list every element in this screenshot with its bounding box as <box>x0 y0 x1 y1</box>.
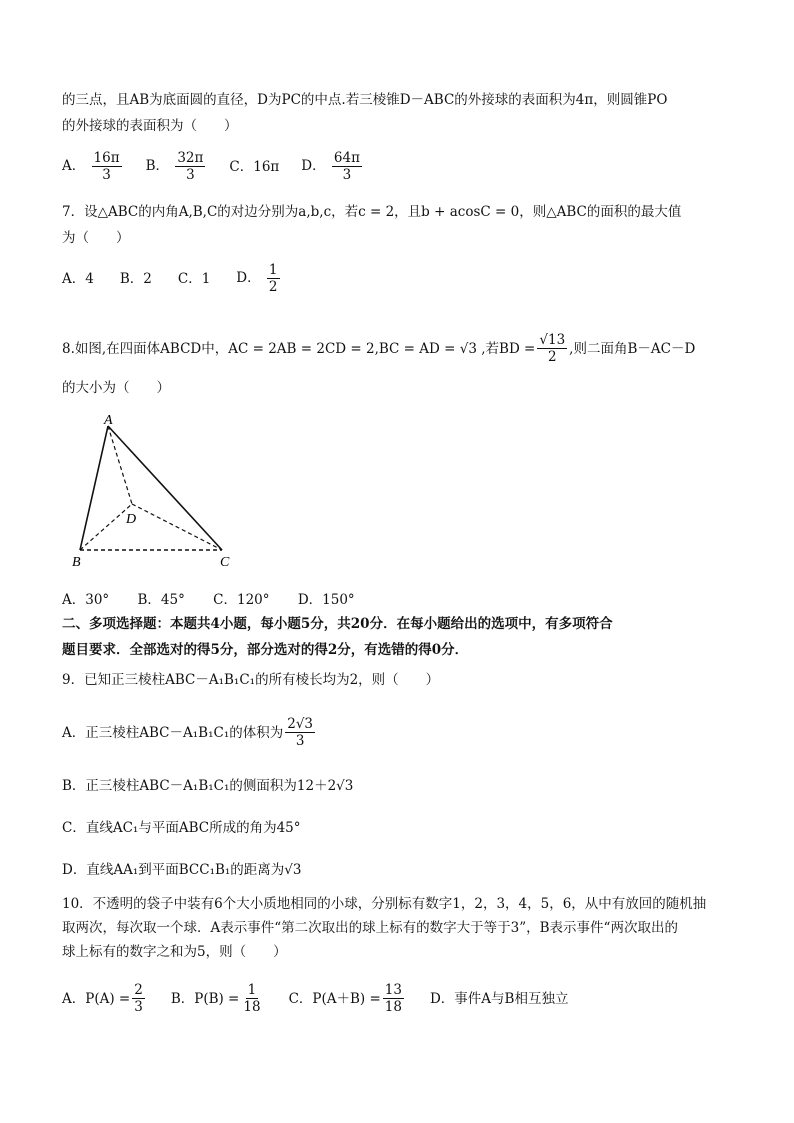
q6-options <box>62 150 364 183</box>
q9-option-a: A．正三棱柱ABC－A₁B₁C₁的体积为 $\frac{2√3}{3}$ <box>62 716 314 749</box>
edge-ac <box>108 426 222 550</box>
q8-option-a: A．30° <box>62 592 110 608</box>
q10-options <box>62 982 568 1015</box>
q7-option-c: C．1 <box>177 270 211 287</box>
q6-option-a: A． $\frac{16\pi}{3}$ <box>62 150 120 183</box>
q6-stem-line2: 的外接球的表面积为（ ） <box>62 118 238 134</box>
q10-option-b: B．P(B) = $\frac{1}{18}$ <box>170 982 261 1015</box>
q9-option-d: D．直线AA₁到平面BCC₁B₁的距离为√3 <box>62 862 302 878</box>
q7-options <box>62 262 282 295</box>
q6-option-b: B． $\frac{32\pi}{3}$ <box>145 150 204 183</box>
q9-option-b: B．正三棱柱ABC－A₁B₁C₁的侧面积为12＋2√3 <box>62 778 354 794</box>
q6-stem-line1: 的三点，且AB为底面圆的直径，D为PC的中点.若三棱锥D－ABC的外接球的表面积为4π，则圆锥PO <box>62 92 668 108</box>
q8-option-d: D．150° <box>297 592 355 608</box>
edge-ab <box>80 426 108 550</box>
q6-option-d: D． $\frac{64\pi}{3}$ <box>301 150 360 183</box>
vertex-label-a: A <box>104 413 113 428</box>
q10-stem-line2: 取两次，每次取一个球．A表示事件“第二次取出的球上标有的数字大于等于3”，B表示事件“两次取出的 <box>62 920 678 936</box>
vertex-label-c: C <box>220 555 230 570</box>
section2-heading-line1: 二、多项选择题：本题共4小题，每小题5分，共20分．在每小题给出的选项中，有多项符合 <box>62 616 613 632</box>
q7-stem-line1: 7．设△ABC的内角A,B,C的对边分别为a,b,c，若c = 2，且b + acosC = 0，则△ABC的面积的最大值 <box>62 204 682 220</box>
edge-ad <box>108 426 132 504</box>
q8-stem-line2: 的大小为（ ） <box>62 380 170 396</box>
q10-stem-line3: 球上标有的数字之和为5，则（ ） <box>62 944 287 960</box>
q10-stem-line1: 10．不透明的袋子中装有6个大小质地相同的小球，分别标有数字1，2，3，4，5，6，从中有放回的随机抽 <box>62 896 707 912</box>
vertex-label-b: B <box>72 555 81 570</box>
edge-bd <box>80 504 132 550</box>
section2-heading-line2: 题目要求．全部选对的得5分，部分选对的得2分，有选错的得0分． <box>62 642 469 658</box>
vertex-label-d: D <box>126 512 137 527</box>
q6-option-c: C．16π <box>229 158 280 175</box>
q10-option-d: D．事件A与B相互独立 <box>429 990 569 1007</box>
q7-option-a: A．4 <box>62 270 94 287</box>
q9-option-c: C．直线AC₁与平面ABC所成的角为45° <box>62 820 301 836</box>
q7-option-b: B．2 <box>119 270 152 287</box>
q8-options <box>62 590 379 610</box>
q7-option-d: D． $\frac{1}{2}$ <box>236 262 278 295</box>
tetrahedron-figure <box>62 408 262 578</box>
q10-option-c: C．P(A＋B) = $\frac{13}{18}$ <box>288 982 402 1015</box>
q8-stem-line1: 8.如图,在四面体ABCD中，AC = 2AB = 2CD = 2,BC = AD = √3 ,若BD = $\frac{√13}{2}$ ,则二面角B－AC－D <box>62 332 696 365</box>
q9-stem: 9．已知正三棱柱ABC－A₁B₁C₁的所有棱长均为2，则（ ） <box>62 672 440 688</box>
q7-stem-line2: 为（ ） <box>62 230 130 246</box>
q10-option-a: A．P(A) = $\frac{2}{3}$ <box>62 982 143 1015</box>
q8-option-b: B．45° <box>137 592 185 608</box>
q8-option-c: C．120° <box>213 592 270 608</box>
edge-cd <box>132 504 222 550</box>
